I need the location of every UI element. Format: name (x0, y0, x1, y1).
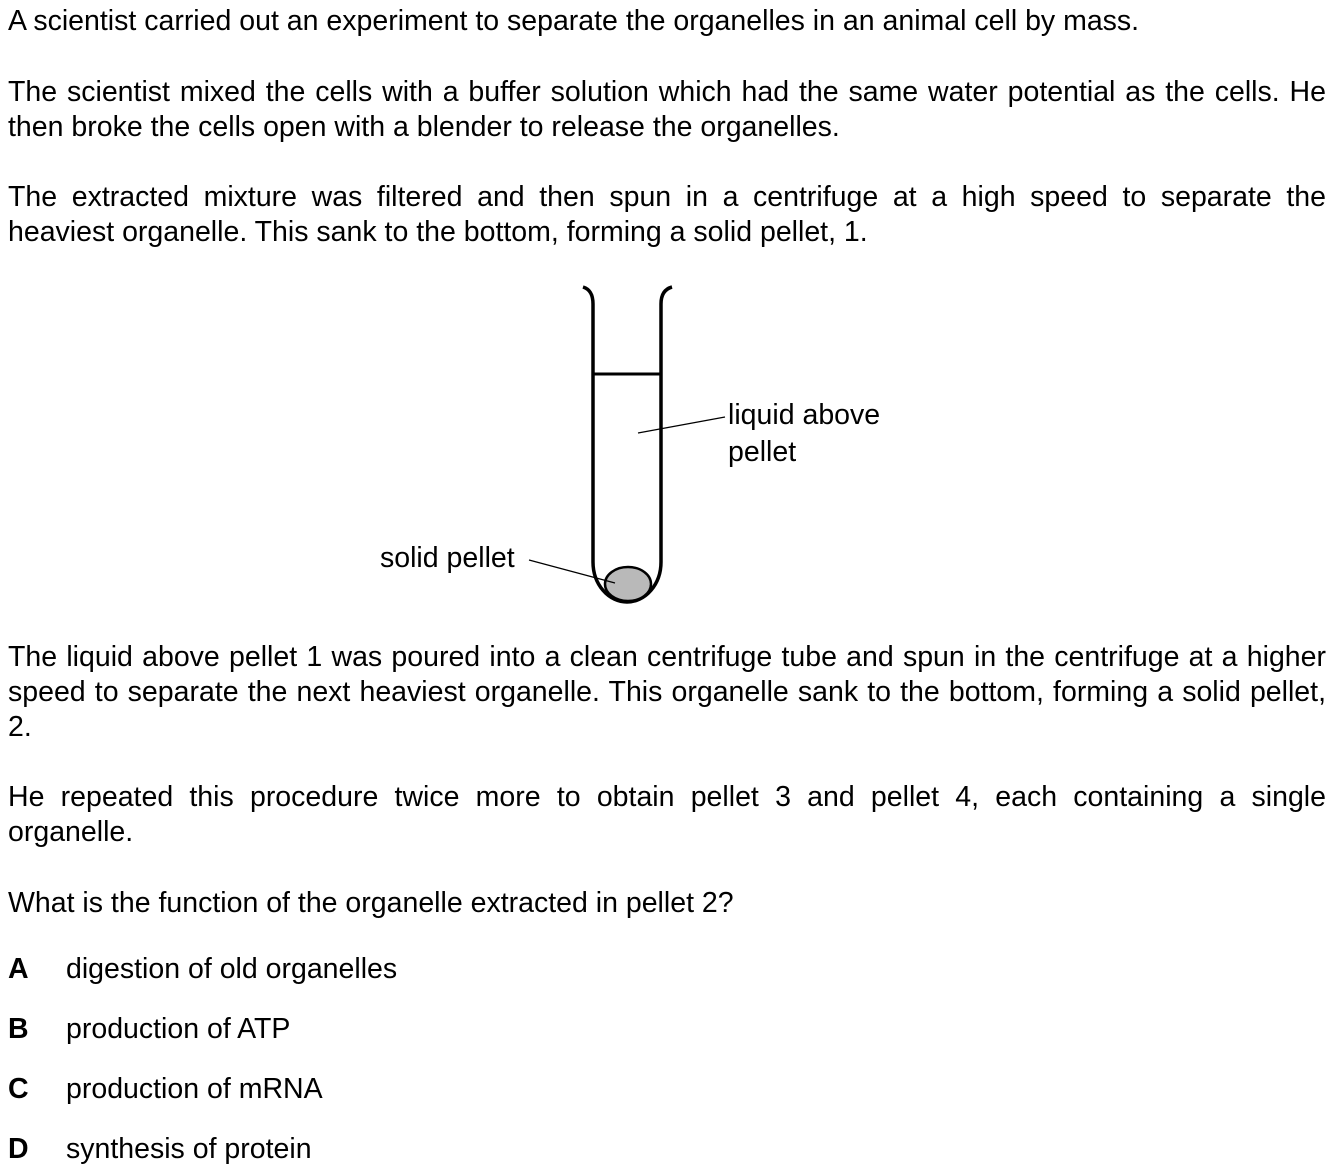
option-a-text[interactable]: digestion of old organelles (66, 953, 398, 985)
method-paragraph: The scientist mixed the cells with a buffer solution which had the same water potential as the cells. He then broke the cells open with a blender to release the organelles. (8, 76, 1326, 143)
tube-right-wall (661, 287, 672, 562)
question-prompt: What is the function of the organelle extracted in pellet 2? (8, 887, 734, 919)
label-liquid-line1: liquid above (728, 399, 881, 431)
tube-left-wall (583, 287, 593, 562)
centrifuge-paragraph: The extracted mixture was filtered and then spun in a centrifuge at a high speed to separate the heaviest organelle. This sank to the bottom, forming a solid pellet, 1. (8, 181, 1326, 248)
option-c-letter[interactable]: C (8, 1073, 29, 1105)
repeat-paragraph: He repeated this procedure twice more to obtain pellet 3 and pellet 4, each containing a single organelle. (8, 781, 1326, 848)
option-c-text[interactable]: production of mRNA (66, 1073, 323, 1105)
second-spin-paragraph: The liquid above pellet 1 was poured into a clean centrifuge tube and spun in the centrifuge at a higher speed to separate the next heaviest organelle. This organelle sank to the bottom, forming a solid pellet, 2. (8, 641, 1326, 743)
label-solid-pellet: solid pellet (380, 542, 515, 574)
intro-paragraph: A scientist carried out an experiment to separate the organelles in an animal cell by mass. (8, 5, 1140, 37)
option-b-letter[interactable]: B (8, 1013, 29, 1045)
option-a-letter[interactable]: A (8, 953, 29, 985)
option-d-letter[interactable]: D (8, 1133, 29, 1165)
centrifuge-tube-diagram (0, 270, 1341, 620)
solid-pellet (605, 567, 651, 601)
option-b-text[interactable]: production of ATP (66, 1013, 291, 1045)
pellet-leader-line (529, 560, 615, 583)
liquid-leader-line (638, 417, 725, 433)
option-d-text[interactable]: synthesis of protein (66, 1133, 312, 1165)
tube-drawing (0, 270, 1341, 620)
label-liquid-line2: pellet (728, 436, 797, 468)
